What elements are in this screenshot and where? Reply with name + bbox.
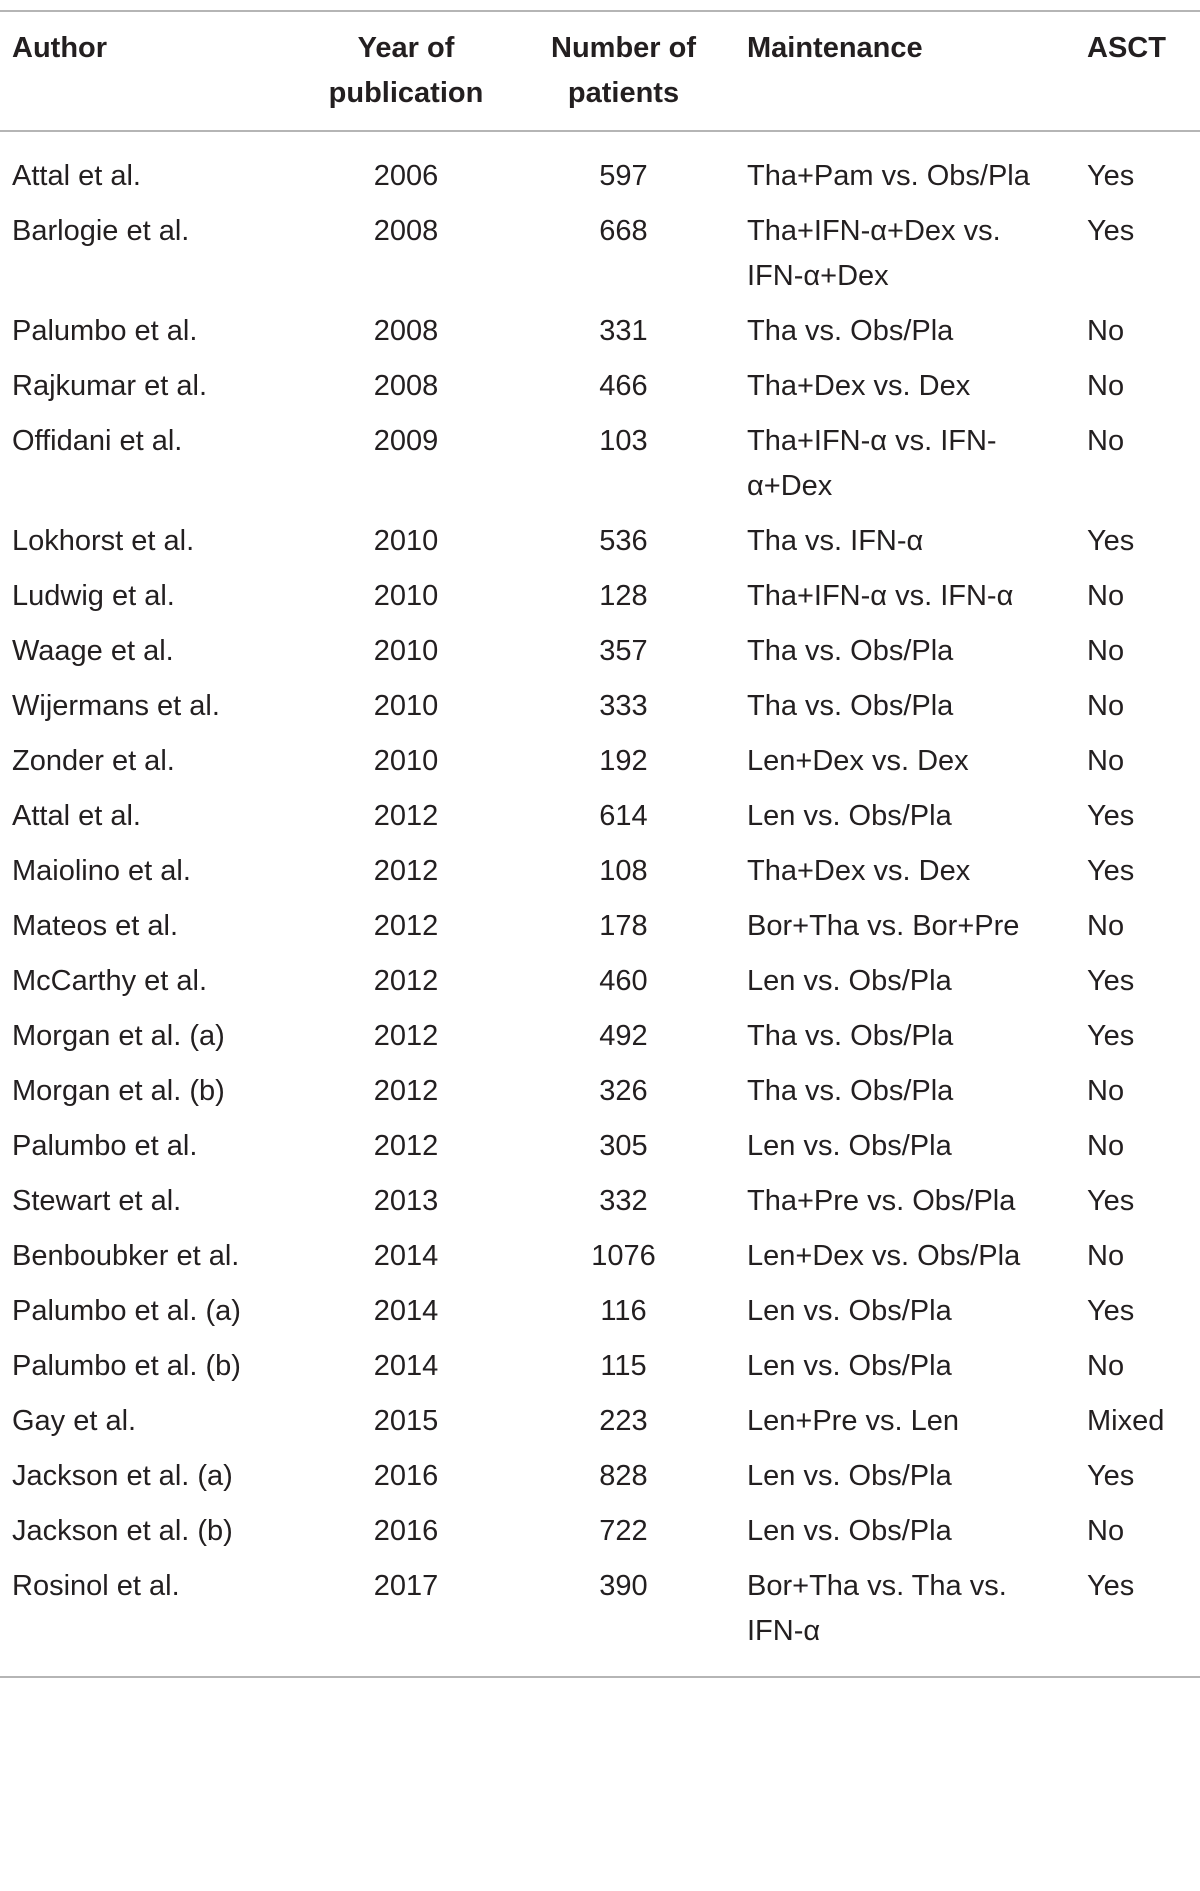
- table-row: [0, 364, 1200, 419]
- cell-patients: 722: [599, 1515, 648, 1547]
- cell-maintenance: Tha vs. IFN-α: [747, 525, 924, 557]
- cell-asct: No: [1087, 1350, 1125, 1382]
- cell-asct: No: [1087, 370, 1125, 402]
- table-header: [0, 11, 1200, 131]
- cell-year: 2008: [373, 370, 439, 402]
- cell-year: 2010: [373, 690, 439, 722]
- cell-asct: Yes: [1087, 160, 1135, 192]
- cell-patients: 223: [599, 1405, 648, 1437]
- trials-table: [0, 10, 1200, 1678]
- cell-patients: 597: [599, 160, 648, 192]
- header-maintenance: Maintenance: [747, 32, 923, 64]
- cell-maintenance: Bor+Tha vs. Bor+Pre: [747, 910, 1020, 942]
- cell-asct: Yes: [1087, 1295, 1135, 1327]
- cell-maintenance: Tha+Pre vs. Obs/Pla: [747, 1185, 1016, 1217]
- table-row: [0, 519, 1200, 574]
- cell-patients: 668: [599, 215, 648, 247]
- cell-asct: Mixed: [1087, 1405, 1165, 1437]
- header-patients: Number of patients: [551, 32, 696, 109]
- cell-maintenance: Tha+Dex vs. Dex: [747, 370, 971, 402]
- cell-year: 2012: [373, 1020, 439, 1052]
- cell-maintenance: Tha vs. Obs/Pla: [747, 1075, 954, 1107]
- cell-asct: Yes: [1087, 965, 1135, 997]
- table-row: [0, 309, 1200, 364]
- table-row: [0, 1289, 1200, 1344]
- cell-patients: 536: [599, 525, 648, 557]
- cell-maintenance: Tha+IFN-α vs. IFN-α+Dex: [747, 425, 997, 502]
- table-row: [0, 1234, 1200, 1289]
- cell-asct: Yes: [1087, 1570, 1135, 1602]
- cell-author: Zonder et al.: [12, 745, 175, 777]
- cell-year: 2009: [373, 425, 439, 457]
- cell-maintenance: Len+Dex vs. Obs/Pla: [747, 1240, 1021, 1272]
- table-row: [0, 1179, 1200, 1234]
- table-row: [0, 904, 1200, 959]
- cell-year: 2006: [373, 160, 439, 192]
- cell-maintenance: Len vs. Obs/Pla: [747, 800, 952, 832]
- cell-maintenance: Len vs. Obs/Pla: [747, 965, 952, 997]
- cell-patients: 460: [599, 965, 648, 997]
- cell-year: 2014: [373, 1350, 439, 1382]
- cell-patients: 128: [599, 580, 648, 612]
- cell-author: Jackson et al. (a): [12, 1460, 233, 1492]
- cell-asct: Yes: [1087, 215, 1135, 247]
- cell-author: Palumbo et al. (b): [12, 1350, 241, 1382]
- cell-asct: No: [1087, 635, 1125, 667]
- cell-maintenance: Len vs. Obs/Pla: [747, 1350, 952, 1382]
- cell-year: 2008: [373, 315, 439, 347]
- cell-maintenance: Tha vs. Obs/Pla: [747, 635, 954, 667]
- cell-patients: 103: [599, 425, 648, 457]
- cell-year: 2012: [373, 1075, 439, 1107]
- cell-year: 2010: [373, 525, 439, 557]
- cell-patients: 178: [599, 910, 648, 942]
- cell-asct: No: [1087, 1130, 1125, 1162]
- table-row: [0, 1564, 1200, 1677]
- table-row: [0, 794, 1200, 849]
- cell-year: 2013: [373, 1185, 439, 1217]
- cell-year: 2012: [373, 855, 439, 887]
- table-row: [0, 1014, 1200, 1069]
- table-row: [0, 1124, 1200, 1179]
- cell-patients: 492: [599, 1020, 648, 1052]
- cell-asct: No: [1087, 690, 1125, 722]
- cell-year: 2012: [373, 910, 439, 942]
- cell-asct: No: [1087, 315, 1125, 347]
- cell-patients: 115: [600, 1350, 647, 1382]
- header-row: [0, 11, 1200, 131]
- cell-year: 2012: [373, 965, 439, 997]
- cell-year: 2008: [373, 215, 439, 247]
- table-row: [0, 739, 1200, 794]
- cell-maintenance: Tha vs. Obs/Pla: [747, 1020, 954, 1052]
- table-row: [0, 1344, 1200, 1399]
- cell-patients: 116: [600, 1295, 647, 1327]
- table-row: [0, 209, 1200, 309]
- cell-asct: Yes: [1087, 1460, 1135, 1492]
- cell-asct: No: [1087, 425, 1125, 457]
- cell-author: Wijermans et al.: [12, 690, 220, 722]
- cell-year: 2012: [373, 800, 439, 832]
- cell-asct: Yes: [1087, 1020, 1135, 1052]
- table-row: [0, 1509, 1200, 1564]
- cell-author: Morgan et al. (a): [12, 1020, 225, 1052]
- cell-author: Mateos et al.: [12, 910, 179, 942]
- cell-patients: 326: [599, 1075, 648, 1107]
- cell-maintenance: Tha+IFN-α+Dex vs. IFN-α+Dex: [747, 215, 1001, 292]
- cell-author: Benboubker et al.: [12, 1240, 240, 1272]
- cell-patients: 108: [599, 855, 648, 887]
- table-row: [0, 574, 1200, 629]
- cell-year: 2014: [373, 1240, 439, 1272]
- table-row: [0, 849, 1200, 904]
- cell-author: Waage et al.: [12, 635, 174, 667]
- cell-author: Palumbo et al. (a): [12, 1295, 241, 1327]
- cell-asct: No: [1087, 1075, 1125, 1107]
- cell-patients: 357: [599, 635, 648, 667]
- cell-maintenance: Tha+Pam vs. Obs/Pla: [747, 160, 1030, 192]
- cell-author: Offidani et al.: [12, 425, 183, 457]
- table-row: [0, 1454, 1200, 1509]
- cell-patients: 390: [599, 1570, 648, 1602]
- cell-patients: 333: [599, 690, 648, 722]
- cell-author: Morgan et al. (b): [12, 1075, 225, 1107]
- cell-year: 2012: [373, 1130, 439, 1162]
- cell-maintenance: Len vs. Obs/Pla: [747, 1460, 952, 1492]
- cell-maintenance: Tha+IFN-α vs. IFN-α: [747, 580, 1014, 612]
- cell-author: McCarthy et al.: [12, 965, 207, 997]
- cell-author: Ludwig et al.: [12, 580, 175, 612]
- cell-maintenance: Len+Dex vs. Dex: [747, 745, 969, 777]
- cell-year: 2015: [373, 1405, 439, 1437]
- table-row: [0, 1069, 1200, 1124]
- table-row: [0, 684, 1200, 739]
- cell-asct: No: [1087, 1515, 1125, 1547]
- cell-asct: No: [1087, 580, 1125, 612]
- table-row: [0, 959, 1200, 1014]
- cell-maintenance: Len vs. Obs/Pla: [747, 1130, 952, 1162]
- table-row: [0, 1399, 1200, 1454]
- table-row: [0, 629, 1200, 684]
- cell-asct: Yes: [1087, 855, 1135, 887]
- cell-asct: No: [1087, 745, 1125, 777]
- cell-asct: No: [1087, 910, 1125, 942]
- cell-year: 2014: [373, 1295, 439, 1327]
- cell-asct: Yes: [1087, 800, 1135, 832]
- cell-year: 2010: [373, 635, 439, 667]
- cell-author: Stewart et al.: [12, 1185, 182, 1217]
- cell-asct: Yes: [1087, 1185, 1135, 1217]
- cell-author: Gay et al.: [12, 1405, 137, 1437]
- cell-author: Lokhorst et al.: [12, 525, 195, 557]
- cell-maintenance: Tha vs. Obs/Pla: [747, 315, 954, 347]
- cell-author: Attal et al.: [12, 160, 141, 192]
- cell-patients: 331: [599, 315, 648, 347]
- cell-year: 2016: [373, 1515, 439, 1547]
- cell-year: 2010: [373, 745, 439, 777]
- cell-patients: 192: [599, 745, 648, 777]
- cell-patients: 332: [599, 1185, 648, 1217]
- header-year: Year of publication: [328, 32, 484, 109]
- table-row: [0, 131, 1200, 209]
- table-row: [0, 419, 1200, 519]
- cell-author: Palumbo et al.: [12, 1130, 198, 1162]
- header-author: Author: [12, 32, 108, 64]
- cell-maintenance: Tha vs. Obs/Pla: [747, 690, 954, 722]
- cell-patients: 466: [599, 370, 648, 402]
- table-body: [0, 131, 1200, 1677]
- cell-author: Jackson et al. (b): [12, 1515, 233, 1547]
- cell-maintenance: Tha+Dex vs. Dex: [747, 855, 971, 887]
- cell-maintenance: Len+Pre vs. Len: [747, 1405, 960, 1437]
- cell-patients: 614: [599, 800, 648, 832]
- header-asct: ASCT: [1087, 32, 1166, 64]
- cell-maintenance: Bor+Tha vs. Tha vs. IFN-α: [747, 1570, 1007, 1647]
- cell-patients: 305: [599, 1130, 648, 1162]
- cell-patients: 828: [599, 1460, 648, 1492]
- cell-maintenance: Len vs. Obs/Pla: [747, 1295, 952, 1327]
- cell-year: 2017: [373, 1570, 439, 1602]
- cell-asct: Yes: [1087, 525, 1135, 557]
- cell-author: Attal et al.: [12, 800, 141, 832]
- cell-author: Palumbo et al.: [12, 315, 198, 347]
- cell-year: 2016: [373, 1460, 439, 1492]
- cell-author: Rosinol et al.: [12, 1570, 180, 1602]
- cell-author: Rajkumar et al.: [12, 370, 208, 402]
- cell-author: Barlogie et al.: [12, 215, 190, 247]
- cell-year: 2010: [373, 580, 439, 612]
- cell-asct: No: [1087, 1240, 1125, 1272]
- cell-maintenance: Len vs. Obs/Pla: [747, 1515, 952, 1547]
- cell-author: Maiolino et al.: [12, 855, 191, 887]
- cell-patients: 1076: [591, 1240, 656, 1272]
